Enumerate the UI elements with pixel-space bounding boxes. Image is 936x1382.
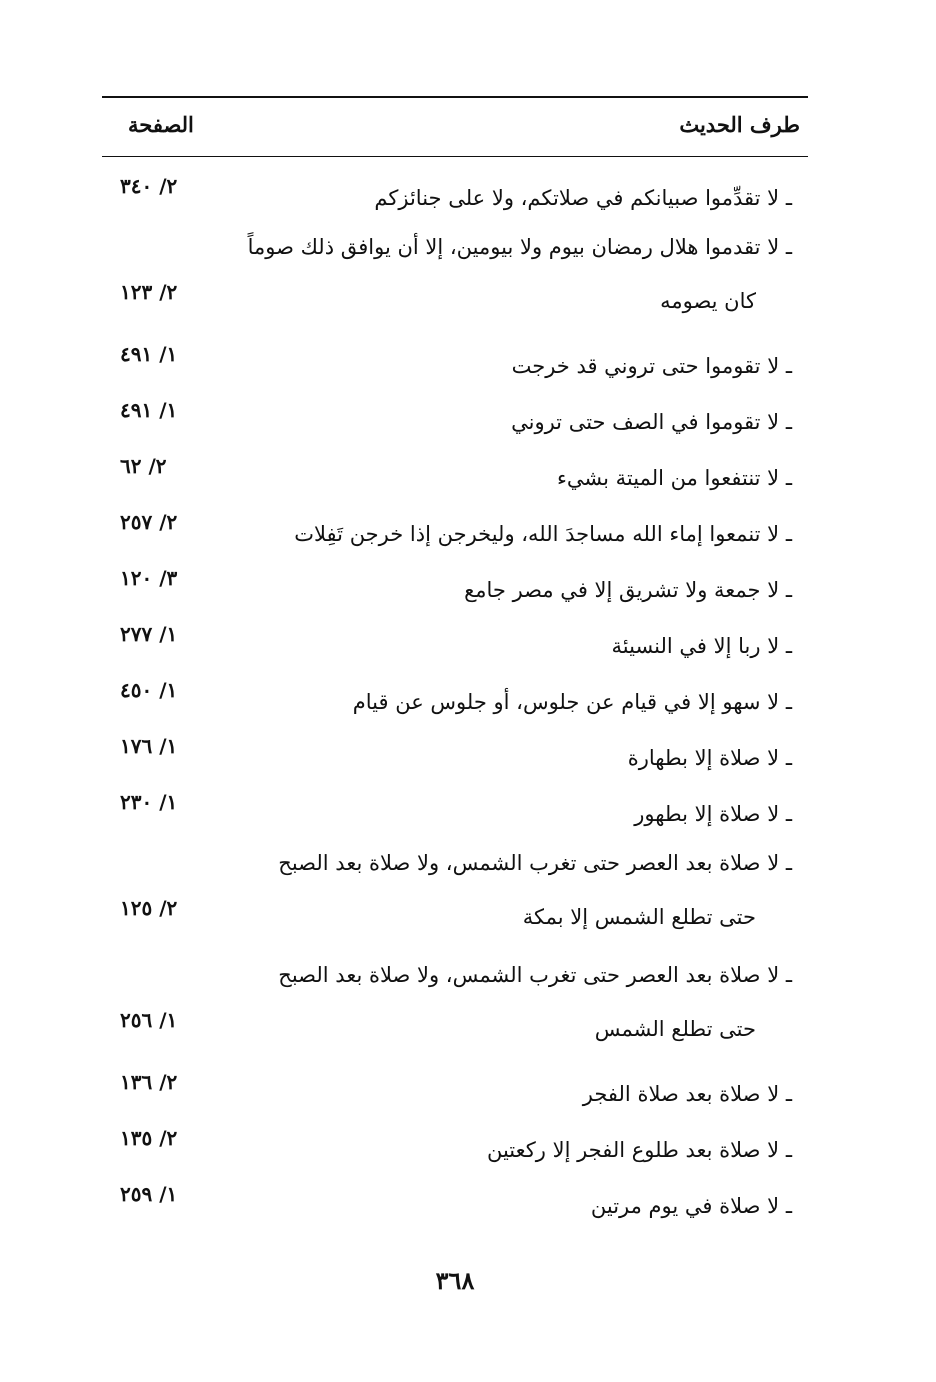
page-reference: ١/ ٢٧٧ <box>120 622 178 646</box>
hadith-text: ـ لا سهو إلا في قيام عن جلوس، أو جلوس عن قيام <box>352 690 792 714</box>
page-reference: ٢/ ٢٥٧ <box>120 510 178 534</box>
hadith-text: ـ لا تنمعوا إماء الله مساجدَ الله، وليخرجن إذا خرجن تَفِلات <box>294 522 792 546</box>
hadith-text: ـ لا صلاة في يوم مرتين <box>590 1194 792 1218</box>
list-item <box>102 164 808 220</box>
list-item <box>102 668 808 724</box>
hadith-text-continuation: حتى تطلع الشمس <box>594 1017 756 1041</box>
page-reference: ١/ ٤٥٠ <box>120 678 178 702</box>
list-item <box>102 444 808 500</box>
page-reference: ٢/ ١٣٥ <box>120 1126 178 1150</box>
page-reference: ٢/ ٦٢ <box>120 454 167 478</box>
hadith-text-continuation: حتى تطلع الشمس إلا بمكة <box>522 905 756 929</box>
list-item <box>102 388 808 444</box>
page-reference: ١/ ٢٥٦ <box>120 1008 178 1032</box>
hadith-text-continuation: كان يصومه <box>660 289 756 313</box>
hadith-text: ـ لا تقوموا حتى تروني قد خرجت <box>511 354 792 378</box>
hadith-index-list <box>102 164 808 1228</box>
list-item <box>102 948 808 1060</box>
header-rule <box>102 156 808 157</box>
list-item <box>102 1116 808 1172</box>
list-item <box>102 1172 808 1228</box>
hadith-column-header: طرف الحديث <box>679 112 800 137</box>
hadith-text <box>212 948 792 1056</box>
hadith-text: ـ لا تقدِّموا صبيانكم في صلاتكم، ولا على جنائزكم <box>374 186 792 210</box>
hadith-text-line: ـ لا صلاة بعد العصر حتى تغرب الشمس، ولا صلاة بعد الصبح <box>278 963 792 987</box>
list-item <box>102 556 808 612</box>
hadith-text-line: ـ لا تقدموا هلال رمضان بيوم ولا بيومين، إلا أن يوافق ذلك صوماً <box>247 235 792 259</box>
page-reference: ٢/ ١٣٦ <box>120 1070 178 1094</box>
page-number: ٣٦٨ <box>435 1266 475 1295</box>
page-reference: ١/ ٢٥٩ <box>120 1182 178 1206</box>
top-rule <box>102 96 808 98</box>
page-reference: ٣/ ١٢٠ <box>120 566 178 590</box>
list-item <box>102 724 808 780</box>
list-item <box>102 500 808 556</box>
hadith-text-line: ـ لا صلاة بعد العصر حتى تغرب الشمس، ولا صلاة بعد الصبح <box>278 851 792 875</box>
hadith-text: ـ لا صلاة بعد طلوع الفجر إلا ركعتين <box>486 1138 792 1162</box>
page-column-header: الصفحة <box>128 112 194 137</box>
page-reference: ١/ ٤٩١ <box>120 342 178 366</box>
list-item <box>102 612 808 668</box>
list-item <box>102 836 808 948</box>
page-reference: ٢/ ١٢٥ <box>120 896 178 920</box>
page-reference: ١/ ٤٩١ <box>120 398 178 422</box>
page-reference: ٢/ ٣٤٠ <box>120 174 178 198</box>
list-item <box>102 220 808 332</box>
hadith-text: ـ لا ربا إلا في النسيئة <box>611 634 792 658</box>
page-reference: ١/ ١٧٦ <box>120 734 178 758</box>
list-item <box>102 332 808 388</box>
list-item <box>102 1060 808 1116</box>
hadith-text: ـ لا جمعة ولا تشريق إلا في مصر جامع <box>464 578 792 602</box>
hadith-text <box>212 836 792 944</box>
hadith-text: ـ لا تقوموا في الصف حتى تروني <box>511 410 792 434</box>
hadith-text: ـ لا صلاة إلا بطهارة <box>627 746 792 770</box>
list-item <box>102 780 808 836</box>
page-reference: ١/ ٢٣٠ <box>120 790 178 814</box>
hadith-text <box>212 220 792 328</box>
hadith-text: ـ لا تنتفعوا من الميتة بشيء <box>557 466 792 490</box>
hadith-text: ـ لا صلاة إلا بطهور <box>634 802 792 826</box>
page-reference: ٢/ ١٢٣ <box>120 280 178 304</box>
hadith-text: ـ لا صلاة بعد صلاة الفجر <box>582 1082 792 1106</box>
